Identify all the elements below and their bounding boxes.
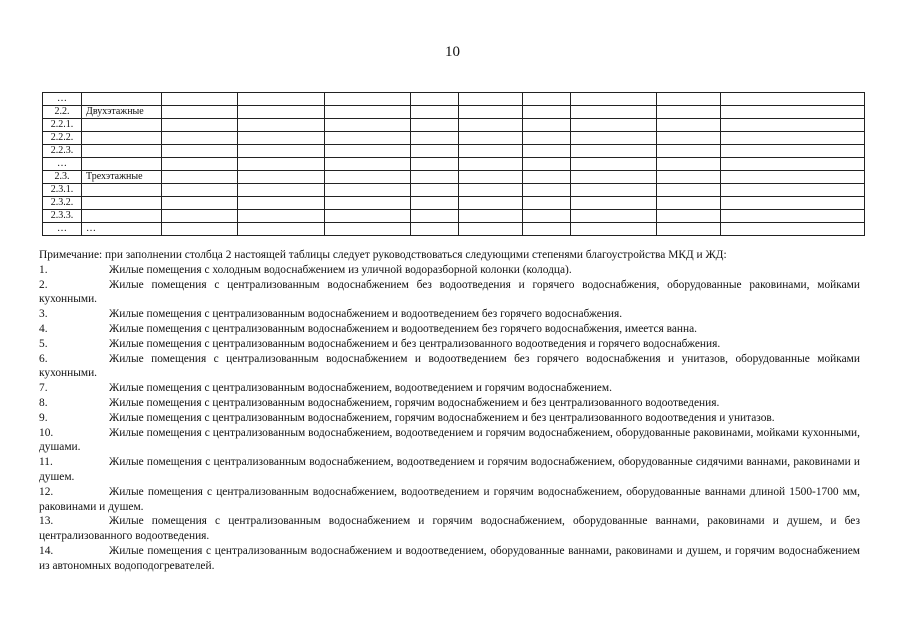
empty-cell — [571, 119, 657, 132]
table-row — [43, 197, 865, 210]
empty-cell — [238, 106, 325, 119]
note-item-number: 1. — [39, 263, 48, 276]
note-item-number: 5. — [39, 337, 48, 350]
table-row — [43, 132, 865, 145]
empty-cell — [162, 184, 238, 197]
note-item — [39, 485, 860, 515]
empty-cell — [162, 210, 238, 223]
empty-cell — [162, 145, 238, 158]
empty-cell — [162, 93, 238, 106]
empty-cell — [571, 158, 657, 171]
empty-cell — [325, 223, 411, 236]
note-item-text: Жилые помещения с централизованным водоснабжением и без централизованного водоотведения и горячего водоснабжения. — [109, 337, 721, 350]
note-item — [39, 396, 860, 411]
empty-cell — [162, 171, 238, 184]
note-item-text: Жилые помещения с централизованным водоснабжением и водоотведением, оборудованные ваннами, раковинами и душем, и горячим водоснабжением из автономных водоподогревателей. — [39, 544, 860, 572]
empty-cell — [325, 106, 411, 119]
empty-cell — [571, 184, 657, 197]
empty-cell — [657, 132, 721, 145]
empty-cell — [325, 210, 411, 223]
note-intro: Примечание: при заполнении столбца 2 настоящей таблицы следует руководствоваться следующими степенями благоустройства МКД и ЖД: — [39, 249, 727, 261]
empty-cell — [657, 171, 721, 184]
data-table — [42, 92, 865, 236]
row-name-cell — [82, 158, 162, 171]
note-item — [39, 381, 860, 396]
empty-cell — [238, 132, 325, 145]
empty-cell — [238, 184, 325, 197]
empty-cell — [571, 197, 657, 210]
row-number-cell: 2.2. — [43, 106, 82, 119]
note-item — [39, 263, 860, 278]
empty-cell — [459, 106, 523, 119]
page-number: 10 — [445, 44, 460, 60]
row-name-cell — [82, 184, 162, 197]
note-item — [39, 322, 860, 337]
table-row — [43, 158, 865, 171]
empty-cell — [721, 119, 865, 132]
row-number-cell: 2.2.1. — [43, 119, 82, 132]
empty-cell — [459, 210, 523, 223]
empty-cell — [523, 145, 571, 158]
empty-cell — [721, 210, 865, 223]
empty-cell — [411, 197, 459, 210]
table-row — [43, 223, 865, 236]
note-item — [39, 455, 860, 485]
note-item-text: Жилые помещения с централизованным водоснабжением, водоотведением и горячим водоснабжением, оборудованные сидячими ваннами, раковинами и душем. — [39, 456, 860, 483]
empty-cell — [238, 145, 325, 158]
empty-cell — [657, 145, 721, 158]
empty-cell — [721, 106, 865, 119]
note-item-number: 11. — [39, 456, 53, 469]
note-item-number: 14. — [39, 544, 54, 557]
row-number-cell: … — [43, 223, 82, 236]
note-item — [39, 352, 860, 382]
row-number-cell: 2.3.3. — [43, 210, 82, 223]
note-item-text: Жилые помещения с централизованным водоснабжением, горячим водоснабжением и без централизованного водоотведения и унитазов. — [109, 411, 775, 424]
empty-cell — [162, 158, 238, 171]
empty-cell — [721, 132, 865, 145]
empty-cell — [523, 158, 571, 171]
empty-cell — [657, 197, 721, 210]
empty-cell — [721, 93, 865, 106]
empty-cell — [459, 184, 523, 197]
empty-cell — [657, 93, 721, 106]
empty-cell — [411, 132, 459, 145]
empty-cell — [459, 132, 523, 145]
row-name-cell — [82, 119, 162, 132]
empty-cell — [162, 197, 238, 210]
row-name-cell — [82, 93, 162, 106]
note-item — [39, 278, 860, 308]
note-item-text: Жилые помещения с централизованным водоснабжением, водоотведением и горячим водоснабжением, оборудованные раковинами, мойками кухонными, душами. — [39, 426, 860, 454]
row-name-cell: … — [82, 223, 162, 236]
empty-cell — [325, 197, 411, 210]
note-item — [39, 544, 860, 574]
note-item-number: 12. — [39, 485, 54, 498]
empty-cell — [721, 223, 865, 236]
empty-cell — [459, 171, 523, 184]
note-item — [39, 426, 860, 456]
empty-cell — [523, 106, 571, 119]
empty-cell — [411, 106, 459, 119]
note-item-number: 7. — [39, 382, 48, 395]
empty-cell — [238, 223, 325, 236]
row-number-cell: 2.2.3. — [43, 145, 82, 158]
note-item-number: 6. — [39, 352, 48, 365]
note-item-text: Жилые помещения с централизованным водоснабжением, водоотведением и горячим водоснабжением. — [109, 382, 612, 395]
note-item-text: Жилые помещения с централизованным водоснабжением без водоотведения и горячего водоснабжения, оборудованные раковинами, мойками кухонными. — [39, 278, 860, 306]
row-name-cell — [82, 197, 162, 210]
empty-cell — [721, 197, 865, 210]
note-item-number: 10. — [39, 426, 54, 439]
empty-cell — [571, 93, 657, 106]
empty-cell — [162, 132, 238, 145]
row-name-cell — [82, 145, 162, 158]
note-item-number: 13. — [39, 515, 54, 528]
empty-cell — [325, 132, 411, 145]
empty-cell — [523, 184, 571, 197]
empty-cell — [459, 93, 523, 106]
empty-cell — [238, 93, 325, 106]
table-row — [43, 93, 865, 106]
note-block — [39, 248, 860, 574]
empty-cell — [411, 145, 459, 158]
table-row — [43, 171, 865, 184]
empty-cell — [411, 158, 459, 171]
row-name-cell — [82, 132, 162, 145]
note-item-text: Жилые помещения с централизованным водоснабжением и горячим водоснабжением, оборудованные ваннами, раковинами и душем, и без централизованного водоотведения. — [39, 515, 860, 543]
note-list — [39, 263, 860, 574]
table-row — [43, 210, 865, 223]
empty-cell — [721, 158, 865, 171]
empty-cell — [238, 210, 325, 223]
empty-cell — [657, 158, 721, 171]
empty-cell — [411, 171, 459, 184]
empty-cell — [571, 106, 657, 119]
empty-cell — [411, 184, 459, 197]
empty-cell — [721, 171, 865, 184]
empty-cell — [459, 197, 523, 210]
note-item — [39, 337, 860, 352]
empty-cell — [523, 197, 571, 210]
empty-cell — [459, 119, 523, 132]
empty-cell — [238, 171, 325, 184]
row-number-cell: … — [43, 158, 82, 171]
empty-cell — [162, 119, 238, 132]
empty-cell — [325, 145, 411, 158]
row-number-cell: 2.3.2. — [43, 197, 82, 210]
note-item-text: Жилые помещения с централизованным водоснабжением, водоотведением и горячим водоснабжением, оборудованные ваннами длиной 1500-1700 мм, раковинами и душем. — [39, 485, 860, 513]
empty-cell — [571, 132, 657, 145]
empty-cell — [657, 119, 721, 132]
empty-cell — [325, 119, 411, 132]
empty-cell — [571, 210, 657, 223]
note-item-text: Жилые помещения с холодным водоснабжением из уличной водоразборной колонки (колодца). — [109, 263, 572, 276]
row-name-cell: Двухэтажные — [82, 106, 162, 119]
empty-cell — [162, 106, 238, 119]
note-item-number: 2. — [39, 278, 48, 291]
note-item-number: 3. — [39, 308, 48, 321]
empty-cell — [162, 223, 238, 236]
empty-cell — [657, 184, 721, 197]
empty-cell — [721, 145, 865, 158]
empty-cell — [571, 171, 657, 184]
note-item — [39, 514, 860, 544]
empty-cell — [523, 119, 571, 132]
empty-cell — [523, 223, 571, 236]
note-item-number: 9. — [39, 411, 48, 424]
empty-cell — [325, 184, 411, 197]
note-item-text: Жилые помещения с централизованным водоснабжением и водоотведением без горячего водоснабжения и унитазов, оборудованные мойками кухонными. — [39, 352, 860, 380]
table-row — [43, 145, 865, 158]
empty-cell — [411, 119, 459, 132]
empty-cell — [523, 132, 571, 145]
empty-cell — [325, 158, 411, 171]
row-name-cell: Трехэтажные — [82, 171, 162, 184]
row-number-cell: 2.3.1. — [43, 184, 82, 197]
table-row — [43, 106, 865, 119]
empty-cell — [721, 184, 865, 197]
empty-cell — [325, 171, 411, 184]
row-number-cell: 2.2.2. — [43, 132, 82, 145]
note-item-number: 4. — [39, 322, 48, 335]
row-name-cell — [82, 210, 162, 223]
note-item-text: Жилые помещения с централизованным водоснабжением и водоотведением без горячего водоснабжения. — [109, 308, 623, 321]
empty-cell — [238, 197, 325, 210]
empty-cell — [238, 158, 325, 171]
empty-cell — [571, 145, 657, 158]
row-number-cell: 2.3. — [43, 171, 82, 184]
empty-cell — [325, 93, 411, 106]
note-item-text: Жилые помещения с централизованным водоснабжением, горячим водоснабжением и без централизованного водоотведения. — [109, 396, 720, 409]
empty-cell — [523, 171, 571, 184]
empty-cell — [459, 145, 523, 158]
empty-cell — [459, 223, 523, 236]
note-item-text: Жилые помещения с централизованным водоснабжением и водоотведением без горячего водоснабжения, имеется ванна. — [109, 322, 697, 335]
empty-cell — [238, 119, 325, 132]
empty-cell — [411, 93, 459, 106]
note-item — [39, 307, 860, 322]
empty-cell — [523, 93, 571, 106]
empty-cell — [657, 106, 721, 119]
note-item-number: 8. — [39, 396, 48, 409]
row-number-cell: … — [43, 93, 82, 106]
note-item — [39, 411, 860, 426]
empty-cell — [657, 210, 721, 223]
empty-cell — [411, 210, 459, 223]
empty-cell — [571, 223, 657, 236]
empty-cell — [657, 223, 721, 236]
table-row — [43, 119, 865, 132]
empty-cell — [459, 158, 523, 171]
empty-cell — [523, 210, 571, 223]
table-row — [43, 184, 865, 197]
empty-cell — [411, 223, 459, 236]
